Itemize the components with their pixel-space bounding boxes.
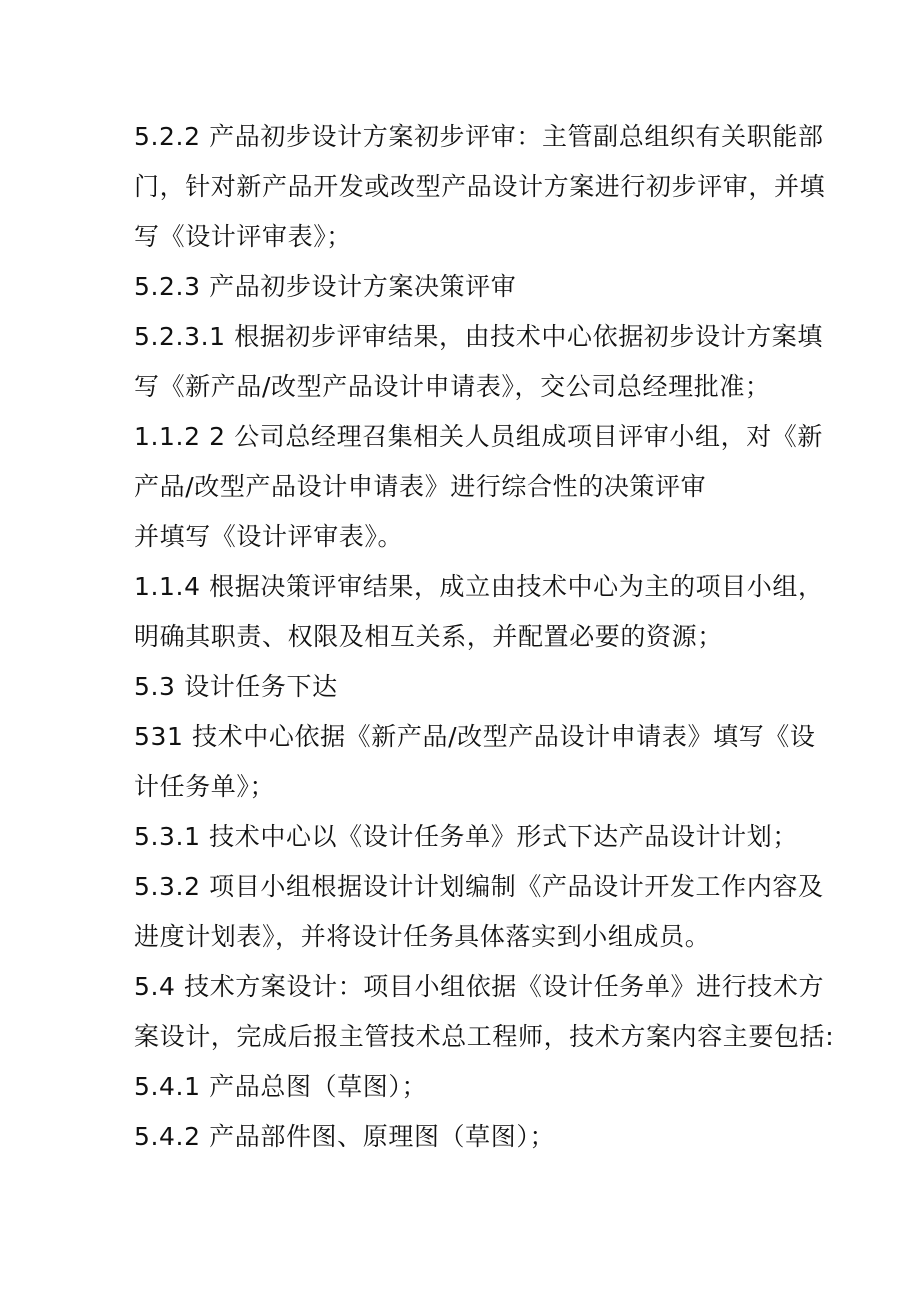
document-body <box>134 112 835 1162</box>
text-line: 计任务单》； <box>134 772 276 801</box>
text-line: 案设计，完成后报主管技术总工程师，技术方案内容主要包括: <box>134 1022 835 1051</box>
text-line: 5.2.2 产品初步设计方案初步评审：主管副总组织有关职能部 <box>134 122 824 151</box>
text-line: 明确其职责、权限及相互关系，并配置必要的资源； <box>134 622 723 651</box>
section-heading: 5.3 设计任务下达 <box>134 672 338 701</box>
text-line: 1.1.4 根据决策评审结果，成立由技术中心为主的项目小组， <box>134 572 824 601</box>
text-line: 5.3.1 技术中心以《设计任务单》形式下达产品设计计划； <box>134 822 798 851</box>
section-heading: 5.2.3 产品初步设计方案决策评审 <box>134 272 517 301</box>
text-line: 进度计划表》，并将设计任务具体落实到小组成员。 <box>134 922 711 951</box>
text-line: 写《设计评审表》； <box>134 222 352 251</box>
text-line: 5.4.1 产品总图（草图）； <box>134 1072 428 1101</box>
text-line: 产品/改型产品设计申请表》进行综合性的决策评审 <box>134 472 707 501</box>
text-line: 1.1.2 2 公司总经理召集相关人员组成项目评审小组，对《新 <box>134 422 824 451</box>
text-line: 5.4 技术方案设计：项目小组依据《设计任务单》进行技术方 <box>134 972 825 1001</box>
text-line: 门，针对新产品开发或改型产品设计方案进行初步评审，并填 <box>134 172 826 201</box>
text-line: 5.4.2 产品部件图、原理图（草图）； <box>134 1122 556 1151</box>
text-line: 531 技术中心依据《新产品/改型产品设计申请表》填写《设 <box>134 722 816 751</box>
text-line: 写《新产品/改型产品设计申请表》，交公司总经理批准； <box>134 372 771 401</box>
text-line: 并填写《设计评审表》。 <box>134 522 404 551</box>
text-line: 5.3.2 项目小组根据设计计划编制《产品设计开发工作内容及 <box>134 872 824 901</box>
text-line: 5.2.3.1 根据初步评审结果，由技术中心依据初步设计方案填 <box>134 322 824 351</box>
